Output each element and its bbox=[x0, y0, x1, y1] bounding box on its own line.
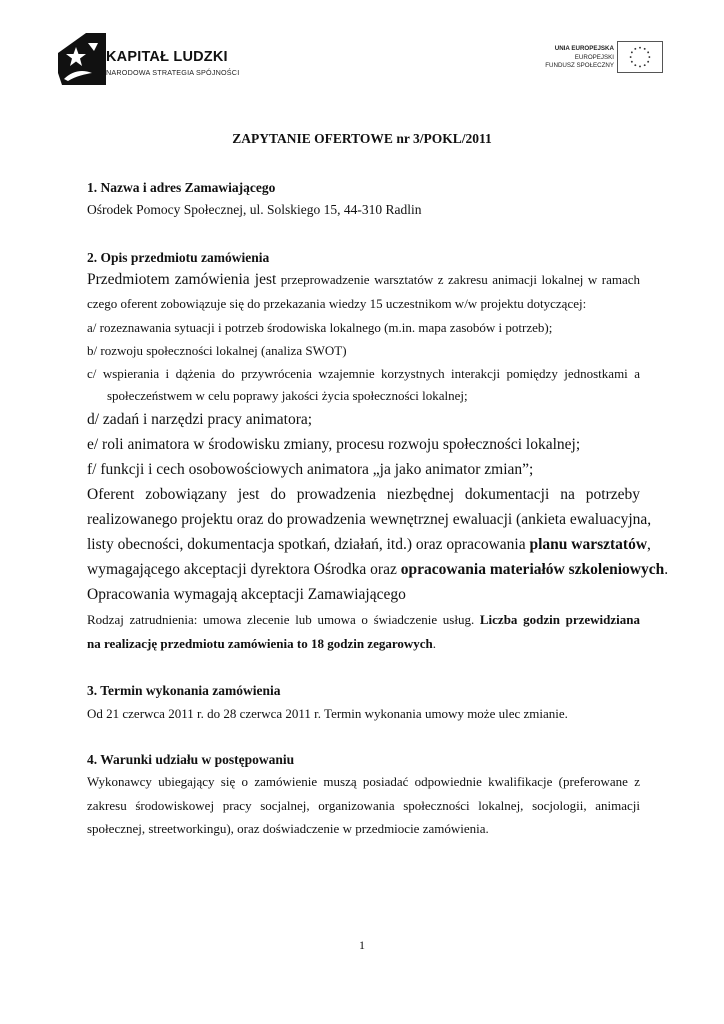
section-1-text: Ośrodek Pomocy Społecznej, ul. Solskiego 15, 44-310 Radlin bbox=[87, 202, 422, 217]
paragraph-line-3a: listy obecności, dokumentacja spotkań, działań, itd.) oraz opracowania bbox=[87, 536, 530, 553]
paragraph-line-4-bold: opracowania materiałów szkoleniowych bbox=[400, 561, 665, 578]
eu-logo-text bbox=[545, 45, 614, 71]
logo-subtitle: NARODOWA STRATEGIA SPÓJNOŚCI bbox=[106, 68, 240, 77]
paragraph-line-1: Oferent zobowiązany jest do prowadzenia niezbędnej dokumentacji na potrzeby bbox=[87, 486, 640, 503]
section-2-line-1b: przeprowadzenie warsztatów z zakresu animacji lokalnej w ramach bbox=[276, 272, 640, 287]
eu-line-1: UNIA EUROPEJSKA bbox=[554, 45, 614, 52]
eu-line-3: FUNDUSZ SPOŁECZNY bbox=[545, 62, 614, 70]
paragraph-line-3-bold: planu warsztatów bbox=[529, 536, 648, 553]
employment-line-1-bold: Liczba godzin przewidziana bbox=[479, 612, 640, 627]
employment-line-2 bbox=[87, 636, 436, 652]
employment-line-1 bbox=[87, 612, 640, 628]
section-2-line-1 bbox=[87, 271, 640, 289]
section-2-heading: 2. Opis przedmiotu zamówienia bbox=[87, 250, 270, 265]
section-4-heading: 4. Warunki udziału w postępowaniu bbox=[87, 752, 295, 767]
employment-line-2-bold: na realizację przedmiotu zamówienia to 18 godzin zegarowych bbox=[87, 636, 433, 651]
paragraph-line-4c: . bbox=[664, 561, 669, 578]
page-number: 1 bbox=[359, 938, 365, 952]
section-4-line-2: zakresu środowiskowej pracy socjalnej, organizowania społeczności lokalnej, socjologii, animacji bbox=[87, 798, 640, 813]
list-item-c-line-2: społeczeństwem w celu poprawy jakości życia społeczności lokalnej; bbox=[107, 388, 468, 403]
paragraph-line-3 bbox=[87, 536, 651, 554]
eu-flag-icon bbox=[617, 41, 663, 73]
kapital-ludzki-logo-icon bbox=[58, 33, 106, 85]
list-item-e: e/ roli animatora w środowisku zmiany, procesu rozwoju społeczności lokalnej; bbox=[87, 436, 581, 453]
list-item-c-line-1: c/ wspierania i dążenia do przywrócenia wzajemnie korzystnych interakcji pomiędzy jednostkami a bbox=[87, 366, 640, 381]
section-2-line-2: czego oferent zobowiązuje się do przekazania wiedzy 15 uczestnikom w/w projektu dotyczącej: bbox=[87, 296, 587, 311]
list-item-a: a/ rozeznawania sytuacji i potrzeb środowiska lokalnego (m.in. mapa zasobów i potrzeb); bbox=[87, 320, 553, 335]
employment-line-2b: . bbox=[432, 636, 437, 651]
section-4-line-1: Wykonawcy ubiegający się o zamówienie muszą posiadać odpowiednie kwalifikacje (preferowane z bbox=[87, 774, 640, 789]
paragraph-line-4a: wymagającego akceptacji dyrektora Ośrodka oraz bbox=[87, 561, 401, 578]
paragraph-line-4 bbox=[87, 561, 669, 579]
section-4-line-3: społecznej, streetworkingu), oraz doświadczenie w przedmiocie zamówienia. bbox=[87, 821, 489, 836]
paragraph-line-2: realizowanego projektu oraz do prowadzenia wewnętrznej ewaluacji (ankieta ewaluacyjna, bbox=[87, 511, 652, 528]
logo-title: KAPITAŁ LUDZKI bbox=[106, 49, 228, 65]
section-3-text: Od 21 czerwca 2011 r. do 28 czerwca 2011 r. Termin wykonania umowy może ulec zmianie. bbox=[87, 706, 568, 721]
list-item-d: d/ zadań i narzędzi pracy animatora; bbox=[87, 411, 313, 428]
list-item-f: f/ funkcji i cech osobowościowych animatora „ja jako animator zmian”; bbox=[87, 461, 534, 478]
paragraph-line-3c: , bbox=[647, 536, 651, 553]
paragraph-line-5: Opracowania wymagają akceptacji Zamawiającego bbox=[87, 586, 406, 603]
document-title: ZAPYTANIE OFERTOWE nr 3/POKL/2011 bbox=[232, 131, 492, 146]
section-1-heading: 1. Nazwa i adres Zamawiającego bbox=[87, 180, 276, 195]
list-item-b: b/ rozwoju społeczności lokalnej (analiza SWOT) bbox=[87, 343, 347, 358]
employment-line-1a: Rodzaj zatrudnienia: umowa zlecenie lub umowa o świadczenie usług. bbox=[87, 612, 480, 627]
eu-line-2: EUROPEJSKI bbox=[574, 53, 614, 61]
section-2-line-1a: Przedmiotem zamówienia jest bbox=[87, 271, 277, 288]
section-3-heading: 3. Termin wykonania zamówienia bbox=[87, 683, 281, 698]
